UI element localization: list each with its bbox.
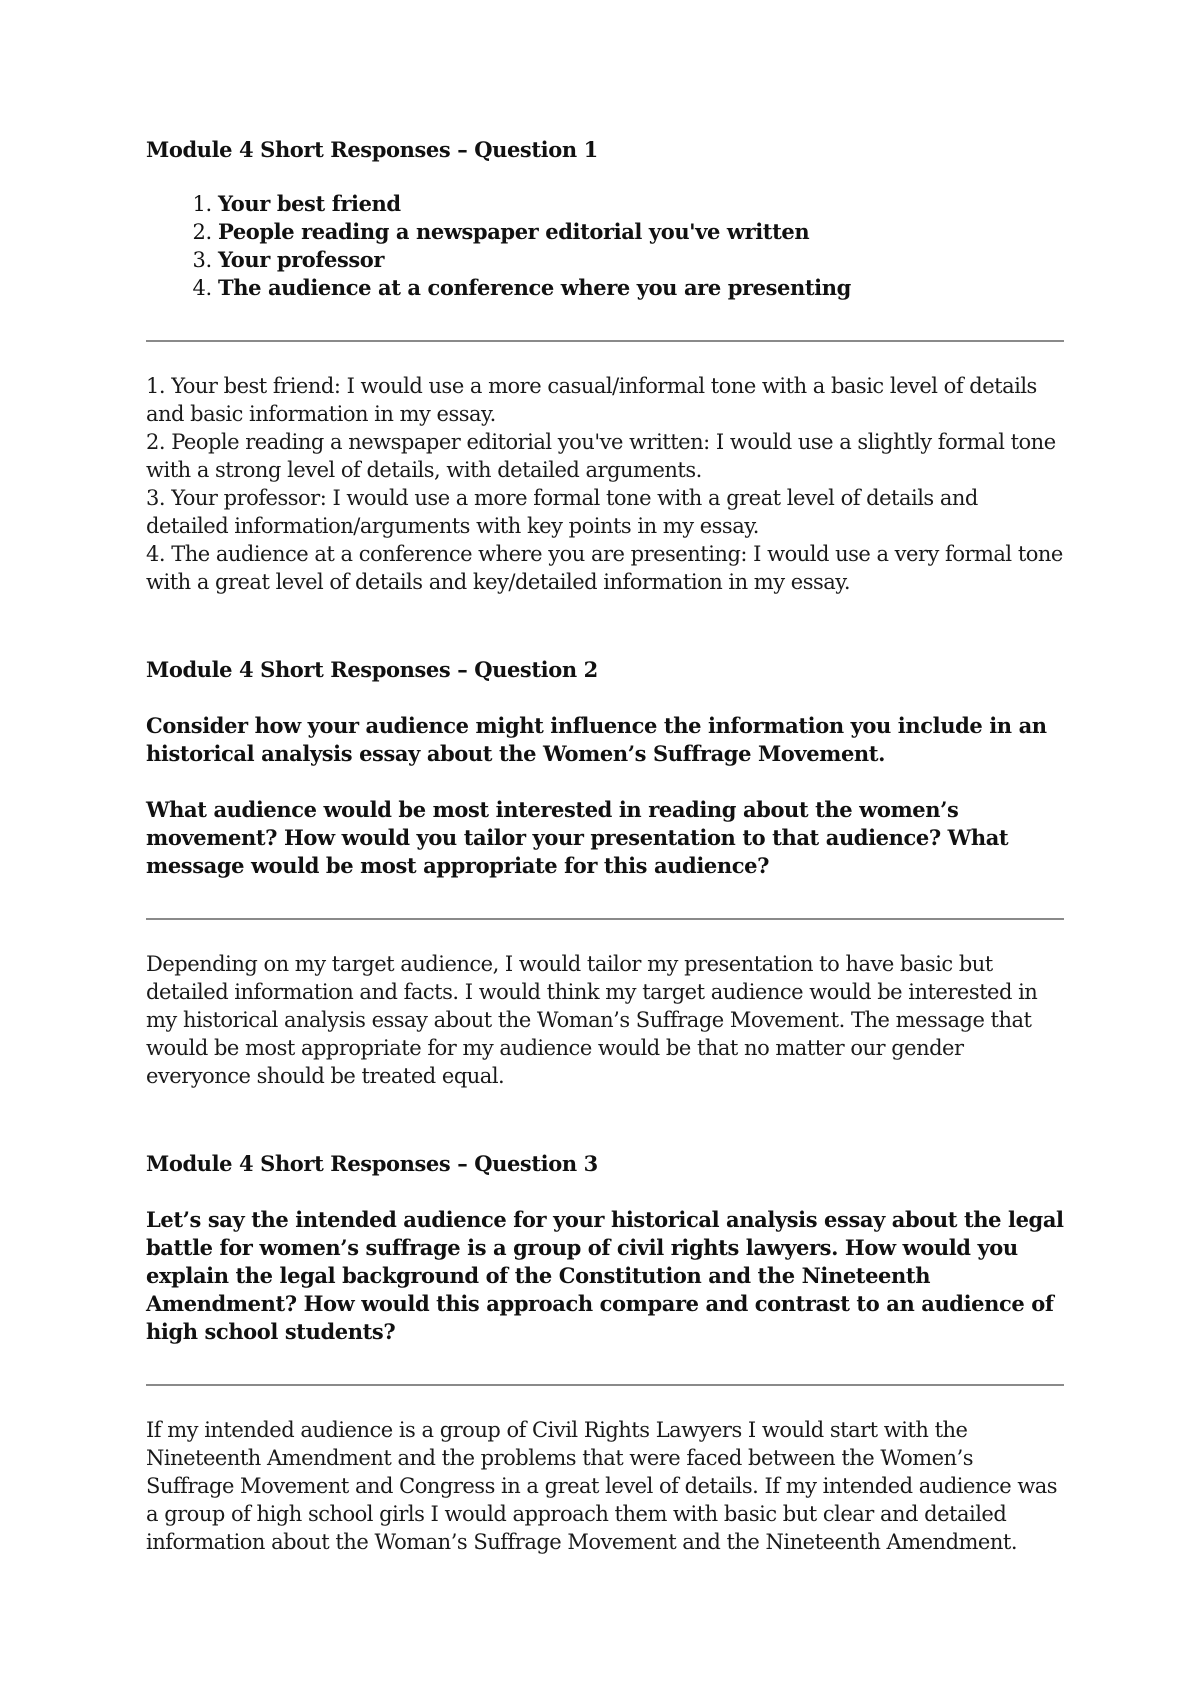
audience-list-item: 4. The audience at a conference where you are presenting (218, 274, 1064, 302)
audience-list-item: 2. People reading a newspaper editorial you've written (218, 218, 1064, 246)
question-1-answer (146, 372, 1064, 596)
question-2-heading: Module 4 Short Responses – Question 2 (146, 657, 598, 682)
answer-divider (146, 918, 1064, 920)
audience-list-item: 3. Your professor (218, 246, 1064, 274)
question-3-answer: If my intended audience is a group of Civil Rights Lawyers I would start with the Nineteenth Amendment and the problems that were faced between the Women’s Suffrage Movement and Congress in a great level of details. If my intended audience was a group of high school girls I would approach them with basic but clear and detailed information about the Woman’s Suffrage Movement and the Nineteenth Amendment. (146, 1418, 1058, 1554)
audience-list-item: 1. Your best friend (218, 190, 1064, 218)
audience-list (146, 190, 1064, 302)
answer-divider (146, 340, 1064, 342)
answer-divider (146, 1384, 1064, 1386)
question-3-prompt: Let’s say the intended audience for your historical analysis essay about the legal battle for women’s suffrage is a group of civil rights lawyers. How would you explain the legal background of the Constitution and the Nineteenth Amendment? How would this approach compare and contrast to an audience of high school students? (146, 1207, 1064, 1344)
answer-line: 2. People reading a newspaper editorial you've written: I would use a slightly formal tone with a strong level of details, with detailed arguments. (146, 430, 1056, 482)
answer-line: 1. Your best friend: I would use a more casual/informal tone with a basic level of details and basic information in my essay. (146, 374, 1037, 426)
document-page (146, 136, 1064, 1556)
answer-line: 4. The audience at a conference where you are presenting: I would use a very formal tone with a great level of details and key/detailed information in my essay. (146, 542, 1063, 594)
answer-line: 3. Your professor: I would use a more formal tone with a great level of details and detailed information/arguments with key points in my essay. (146, 486, 978, 538)
question-3-heading: Module 4 Short Responses – Question 3 (146, 1151, 598, 1176)
question-2-prompt-followup: What audience would be most interested in reading about the women’s movement? How would you tailor your presentation to that audience? What message would be most appropriate for this audience? (146, 797, 1009, 878)
question-1-heading: Module 4 Short Responses – Question 1 (146, 137, 598, 162)
question-2-prompt: Consider how your audience might influence the information you include in an historical analysis essay about the Women’s Suffrage Movement. (146, 713, 1047, 766)
question-2-answer: Depending on my target audience, I would tailor my presentation to have basic but detailed information and facts. I would think my target audience would be interested in my historical analysis essay about the Woman’s Suffrage Movement. The message that would be most appropriate for my audience would be that no matter our gender everyonce should be treated equal. (146, 952, 1038, 1088)
